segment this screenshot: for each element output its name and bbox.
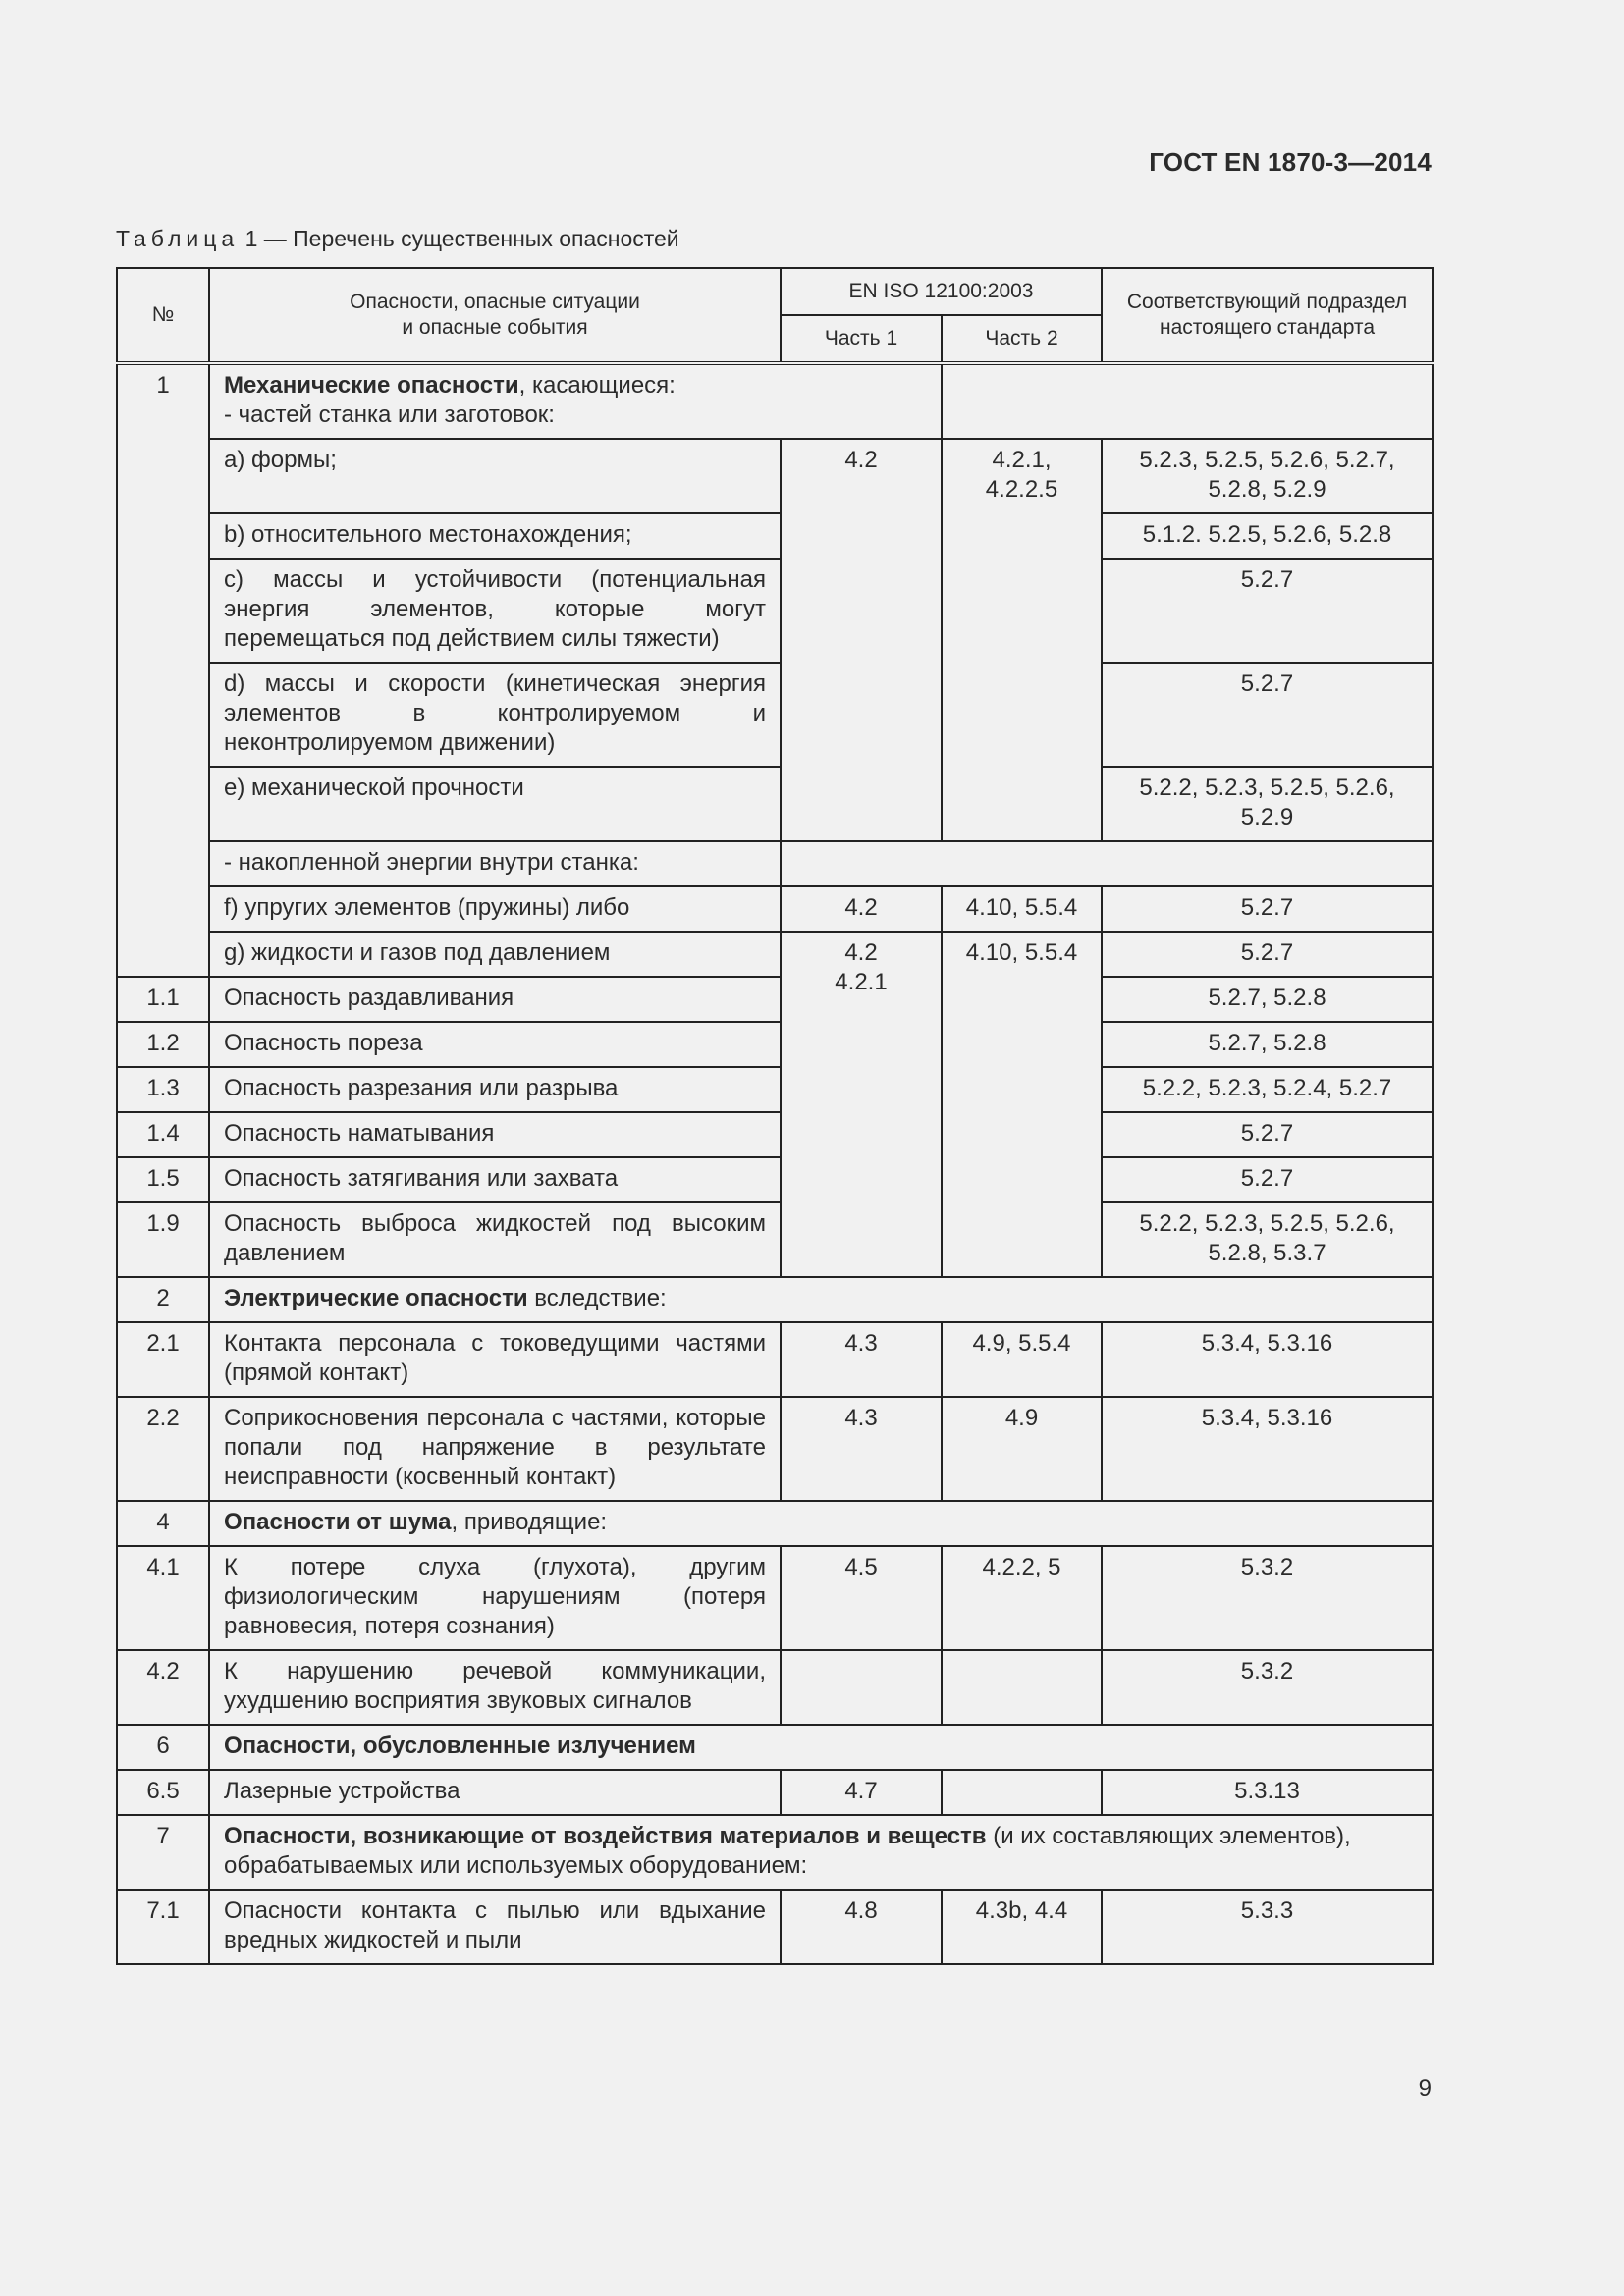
table-row <box>117 841 1433 886</box>
row-number: 1.5 <box>117 1157 209 1202</box>
row-hazard-text: , приводящие: <box>451 1509 608 1535</box>
row-number: 1.1 <box>117 977 209 1022</box>
row-number: 1.3 <box>117 1067 209 1112</box>
table-row <box>117 363 1433 439</box>
row-hazard: Опасность наматывания <box>209 1112 781 1157</box>
row-hazard-text: (и их составляющих элементов), обрабатываемых или используемых оборудованием: <box>224 1823 1351 1879</box>
table-row <box>117 1277 1433 1322</box>
header-part2: Часть 2 <box>942 315 1102 363</box>
row-hazard: е) механической прочности <box>209 767 781 841</box>
row-clause: 5.3.2 <box>1102 1650 1433 1725</box>
row-hazard: Лазерные устройства <box>209 1770 781 1815</box>
empty-cell <box>781 841 1433 886</box>
table-caption-text: 1 — Перечень существенных опасностей <box>239 226 679 251</box>
row-hazard: Опасность затягивания или захвата <box>209 1157 781 1202</box>
table-caption <box>116 226 679 252</box>
row-clause: 5.2.7 <box>1102 1112 1433 1157</box>
row-number: 7 <box>117 1815 209 1890</box>
row-hazard <box>209 1815 1433 1890</box>
row-number: 2.2 <box>117 1397 209 1501</box>
table-row <box>117 1322 1433 1397</box>
row-number: 7.1 <box>117 1890 209 1964</box>
row-clause: 5.2.7 <box>1102 886 1433 932</box>
row-hazard: Контакта персонала с токоведущими частями (прямой контакт) <box>209 1322 781 1397</box>
table-header-row <box>117 268 1433 315</box>
row-part1: 4.8 <box>781 1890 942 1964</box>
row-clause: 5.3.4, 5.3.16 <box>1102 1322 1433 1397</box>
row-hazard <box>209 1277 1433 1322</box>
row-clause: 5.3.2 <box>1102 1546 1433 1650</box>
table-row <box>117 1725 1433 1770</box>
header-number: № <box>117 268 209 363</box>
table-row <box>117 886 1433 932</box>
row-part1 <box>781 1650 942 1725</box>
row-number: 6.5 <box>117 1770 209 1815</box>
row-clause: 5.1.2. 5.2.5, 5.2.6, 5.2.8 <box>1102 513 1433 559</box>
header-clause: Соответствующий подраздел настоящего стандарта <box>1102 268 1433 363</box>
row-part2: 4.10, 5.5.4 <box>942 932 1102 1277</box>
table-row <box>117 1815 1433 1890</box>
table-row <box>117 439 1433 513</box>
row-hazard: Опасности контакта с пылью или вдыхание вредных жидкостей и пыли <box>209 1890 781 1964</box>
row-hazard: с) массы и устойчивости (потенциальная энергия элементов, которые могут перемещаться под действием силы тяжести) <box>209 559 781 663</box>
row-number: 4.2 <box>117 1650 209 1725</box>
table-row <box>117 513 1433 559</box>
row-clause: 5.3.3 <box>1102 1890 1433 1964</box>
row-hazard: d) массы и скорости (кинетическая энергия элементов в контролируемом и неконтролируемом движении) <box>209 663 781 767</box>
row-number: 1 <box>117 363 209 977</box>
table-row <box>117 1022 1433 1067</box>
row-hazard-title: Электрические опасности <box>224 1285 528 1311</box>
row-hazard-text: вследствие: <box>527 1285 667 1311</box>
row-hazard: Опасность разрезания или разрыва <box>209 1067 781 1112</box>
page-number: 9 <box>1418 2075 1432 2102</box>
row-part1: 4.3 <box>781 1397 942 1501</box>
row-number: 2.1 <box>117 1322 209 1397</box>
header-iso: EN ISO 12100:2003 <box>781 268 1102 315</box>
table-row <box>117 932 1433 977</box>
row-part1: 4.7 <box>781 1770 942 1815</box>
row-hazard: g) жидкости и газов под давлением <box>209 932 781 977</box>
row-hazard: f) упругих элементов (пружины) либо <box>209 886 781 932</box>
row-number: 1.4 <box>117 1112 209 1157</box>
table-row <box>117 1112 1433 1157</box>
row-part2: 4.2.1, 4.2.2.5 <box>942 439 1102 841</box>
header-hazard: Опасности, опасные ситуации и опасные события <box>209 268 781 363</box>
table-row <box>117 1067 1433 1112</box>
row-hazard <box>209 363 942 439</box>
row-clause: 5.2.7, 5.2.8 <box>1102 1022 1433 1067</box>
row-part2: 4.9, 5.5.4 <box>942 1322 1102 1397</box>
table-row <box>117 1202 1433 1277</box>
table-row <box>117 977 1433 1022</box>
row-hazard-title: Опасности от шума <box>224 1509 452 1535</box>
row-part2: 4.9 <box>942 1397 1102 1501</box>
row-part1: 4.5 <box>781 1546 942 1650</box>
table-row <box>117 559 1433 663</box>
table-row <box>117 1650 1433 1725</box>
row-part2: 4.3b, 4.4 <box>942 1890 1102 1964</box>
table-caption-label: Таблица <box>116 226 240 251</box>
row-number: 2 <box>117 1277 209 1322</box>
row-hazard: Соприкосновения персонала с частями, которые попали под напряжение в результате неисправности (косвенный контакт) <box>209 1397 781 1501</box>
row-clause: 5.2.7 <box>1102 1157 1433 1202</box>
row-hazard: - накопленной энергии внутри станка: <box>209 841 781 886</box>
row-part1: 4.3 <box>781 1322 942 1397</box>
row-clause: 5.3.13 <box>1102 1770 1433 1815</box>
row-hazard <box>209 1501 1433 1546</box>
row-hazard: Опасность пореза <box>209 1022 781 1067</box>
row-clause: 5.2.3, 5.2.5, 5.2.6, 5.2.7, 5.2.8, 5.2.9 <box>1102 439 1433 513</box>
row-part1: 4.2 4.2.1 <box>781 932 942 1277</box>
row-part2 <box>942 1650 1102 1725</box>
row-clause: 5.2.7 <box>1102 932 1433 977</box>
row-hazard-title: Механические опасности <box>224 372 519 399</box>
row-clause: 5.2.2, 5.2.3, 5.2.5, 5.2.6, 5.2.8, 5.3.7 <box>1102 1202 1433 1277</box>
row-clause: 5.3.4, 5.3.16 <box>1102 1397 1433 1501</box>
row-hazard-title: Опасности, обусловленные излучением <box>224 1733 696 1759</box>
table-row <box>117 1397 1433 1501</box>
row-number: 1.2 <box>117 1022 209 1067</box>
row-part2 <box>942 1770 1102 1815</box>
table-row <box>117 767 1433 841</box>
table-row <box>117 1501 1433 1546</box>
row-clause: 5.2.7, 5.2.8 <box>1102 977 1433 1022</box>
row-clause: 5.2.7 <box>1102 663 1433 767</box>
row-clause: 5.2.2, 5.2.3, 5.2.4, 5.2.7 <box>1102 1067 1433 1112</box>
row-clause: 5.2.7 <box>1102 559 1433 663</box>
row-hazard-text: , касающиеся: - частей станка или заготовок: <box>224 372 676 428</box>
row-number: 4.1 <box>117 1546 209 1650</box>
table-row <box>117 663 1433 767</box>
row-number: 6 <box>117 1725 209 1770</box>
row-hazard <box>209 1725 1433 1770</box>
row-hazard: К нарушению речевой коммуникации, ухудшению восприятия звуковых сигналов <box>209 1650 781 1725</box>
hazards-table <box>116 267 1434 1965</box>
row-number: 1.9 <box>117 1202 209 1277</box>
header-part1: Часть 1 <box>781 315 942 363</box>
table-row <box>117 1890 1433 1964</box>
row-part1: 4.2 <box>781 439 942 841</box>
table-row <box>117 1770 1433 1815</box>
empty-cell <box>942 363 1433 439</box>
table-row <box>117 1157 1433 1202</box>
row-hazard: b) относительного местонахождения; <box>209 513 781 559</box>
row-number: 4 <box>117 1501 209 1546</box>
row-part2: 4.10, 5.5.4 <box>942 886 1102 932</box>
row-hazard: а) формы; <box>209 439 781 513</box>
row-clause: 5.2.2, 5.2.3, 5.2.5, 5.2.6, 5.2.9 <box>1102 767 1433 841</box>
row-hazard: К потере слуха (глухота), другим физиологическим нарушениям (потеря равновесия, потеря сознания) <box>209 1546 781 1650</box>
table-row <box>117 1546 1433 1650</box>
row-hazard: Опасность раздавливания <box>209 977 781 1022</box>
document-code: ГОСТ EN 1870-3—2014 <box>1149 147 1432 177</box>
row-part2: 4.2.2, 5 <box>942 1546 1102 1650</box>
row-hazard-title: Опасности, возникающие от воздействия материалов и веществ <box>224 1823 987 1849</box>
row-part1: 4.2 <box>781 886 942 932</box>
row-hazard: Опасность выброса жидкостей под высоким давлением <box>209 1202 781 1277</box>
